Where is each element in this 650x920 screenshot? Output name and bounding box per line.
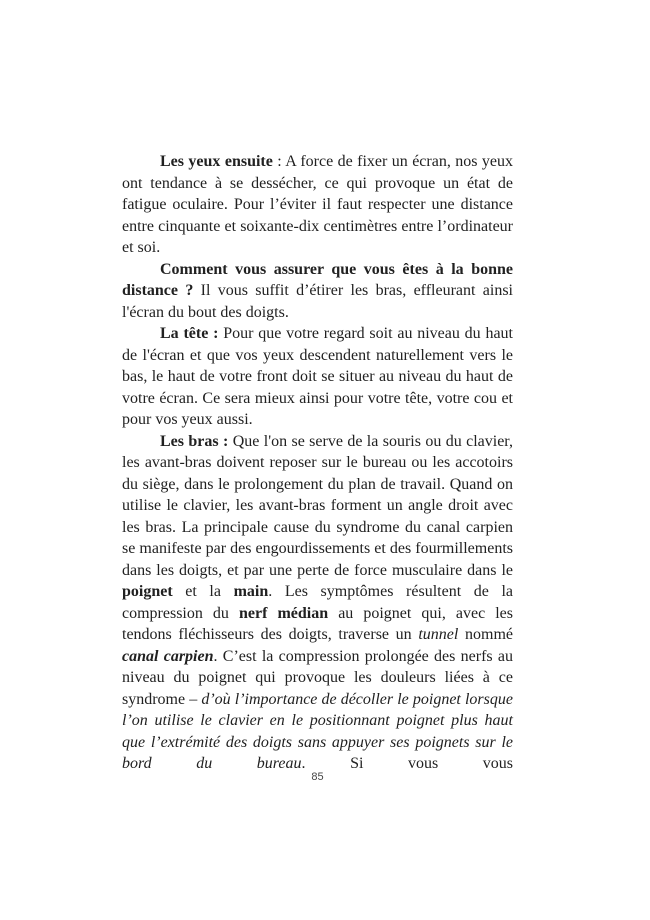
text-run: et la — [172, 583, 234, 600]
text-run: : A force de fixer un écran, nos yeux ont tendance à se dessécher, ce qui provoque un état de fatigue oculaire. Pour l’éviter il faut respecter une distance entre cinquante et soixante-dix centimètres entre l’ordinateur et soi. — [122, 153, 513, 256]
text-run: Que l'on se serve de la souris ou du clavier, les avant-bras doivent reposer sur le bureau ou les accotoirs du siège, dans le prolongement du plan de travail. Quand on utilise le clavier, les avant-bras forment un angle droit avec les bras. La principale cause du syndrome du canal carpien se manifeste par des engourdissements et des fourmillements dans les doigts, et par une perte de force musculaire dans le — [122, 432, 513, 579]
text-run: nommé — [458, 626, 513, 643]
text-run: Comment vous assurer que vous êtes à la bonne distance ? — [122, 260, 513, 299]
text-run: poignet — [122, 583, 173, 600]
text-run: Les bras : — [160, 432, 229, 450]
text-run: La tête : — [160, 325, 219, 342]
paragraph — [122, 151, 513, 259]
text-run: . Les symptômes résultent de la compression du — [122, 583, 514, 622]
text-run: Il vous suffit d’étirer les bras, effleurant ainsi l'écran du bout des doigts. — [122, 282, 513, 321]
text-run: nerf médian — [238, 604, 329, 622]
text-run: d’où l’importance de décoller le poignet lorsque l’on utilise le clavier en le positionnant poignet plus haut que l’extrémité des doigts sans appuyer ses poignets sur le bord du bureau — [122, 690, 513, 772]
text-run: tunnel — [418, 626, 459, 643]
text-run: main — [233, 583, 269, 600]
paragraph — [122, 323, 513, 431]
text-run: Les yeux ensuite — [160, 153, 273, 170]
text-run: au poignet qui, avec les tendons fléchisseurs des doigts, traverse un — [122, 604, 514, 643]
page-text — [122, 151, 513, 775]
text-run: canal carpien — [122, 647, 214, 665]
text-run: . Si vous vous — [301, 755, 513, 772]
paragraph — [122, 431, 513, 775]
paragraph — [122, 259, 513, 324]
text-run: Pour que votre regard soit au niveau du haut de l'écran et que vos yeux descendent naturellement vers le bas, le haut de votre front doit se situer au niveau du haut de votre écran. Ce sera mieux ainsi pour votre tête, votre cou et pour vos yeux aussi. — [122, 325, 513, 428]
page-number: 85 — [311, 771, 324, 783]
text-run: . C’est la compression prolongée des nerfs au niveau du poignet qui provoque les douleurs liées à ce syndrome – — [122, 647, 513, 708]
